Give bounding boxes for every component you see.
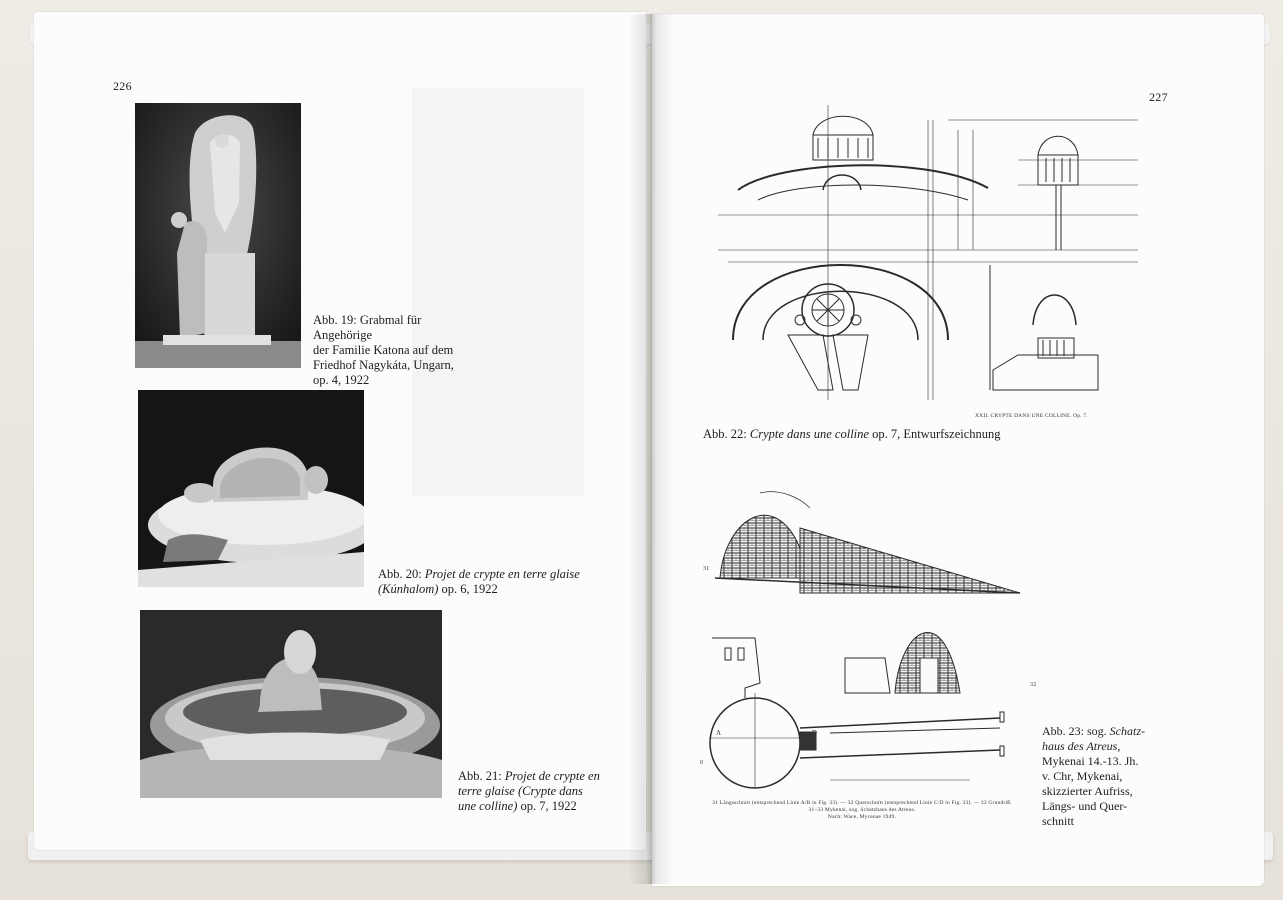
fig23-caption: [1042, 724, 1172, 829]
fig20-photo: [138, 390, 364, 587]
fig21-caption-prefix: Abb. 21:: [458, 769, 505, 783]
fig23-caption-line: Längs- und Quer-: [1042, 799, 1128, 813]
fig23-label-31: 31: [703, 566, 710, 572]
fig23-footnote-line: 31–33 Mykenai, sog. Schatzhaus des Atreus.: [808, 807, 916, 813]
fig22-caption-prefix: Abb. 22:: [703, 427, 750, 441]
fig23-footnote-line: 31 Längsschnitt (entsprechend Linie A/B in Fig. 33). — 32 Querschnitt (entsprechend Linie C/D in Fig. 33). — 33 Grundriß.: [712, 800, 1012, 806]
fig23-caption-line: Mykenai 14.-13. Jh.: [1042, 754, 1139, 768]
fig19-photo: [135, 103, 301, 368]
fig23-caption-title: haus des Atreus,: [1042, 739, 1121, 753]
fig20-caption: [378, 567, 598, 597]
fig23-caption-line: schnitt: [1042, 814, 1074, 828]
fig22-caption-suffix: op. 7, Entwurfszeichnung: [868, 427, 1001, 441]
fig19-caption-line: Abb. 19: Grabmal für Angehörige: [313, 313, 422, 342]
fig23-drawing: [700, 488, 1030, 798]
fig21-caption-title: terre glaise (Crypte dans: [458, 784, 583, 798]
fig21-caption-title: une colline): [458, 799, 518, 813]
fig23-label-0: 0: [700, 760, 704, 766]
fig23-label-a: A: [716, 729, 722, 737]
fig21-photo: [140, 610, 442, 798]
fig19-caption: [313, 313, 473, 388]
fig19-caption-line: der Familie Katona auf dem: [313, 343, 454, 357]
fig19-caption-line: Friedhof Nagykáta, Ungarn,: [313, 358, 454, 372]
fig22-drawing: [718, 100, 1138, 410]
fig23-caption-line: v. Chr, Mykenai,: [1042, 769, 1123, 783]
fig22-caption-title: Crypte dans une colline: [749, 427, 869, 441]
fig23-caption-prefix: Abb. 23: sog.: [1042, 724, 1110, 738]
fig23-label-d: D: [812, 729, 818, 737]
book-gutter: [628, 14, 674, 884]
fig21-caption-suffix: op. 7, 1922: [517, 799, 577, 813]
fig21-caption: [458, 769, 608, 814]
fig20-caption-suffix: op. 6, 1922: [438, 582, 498, 596]
fig19-caption-line: op. 4, 1922: [313, 373, 370, 387]
fig23-footnote-line: Nach: Wace, Mycenae 1949.: [827, 814, 897, 820]
fig22-plate-label: XXII. CRYPTE DANS UNE COLLINE. Op. 7.: [975, 413, 1088, 419]
page-number-left: 226: [113, 79, 132, 93]
fig21-caption-title: Projet de crypte en: [504, 769, 600, 783]
fig23-label-32: 32: [1030, 682, 1037, 688]
fig23-caption-line: skizzierter Aufriss,: [1042, 784, 1133, 798]
fig20-caption-title: (Kúnhalom): [378, 582, 439, 596]
fig20-caption-title: Projet de crypte en terre glaise: [424, 567, 580, 581]
fig22-caption: [703, 427, 1123, 442]
fig23-caption-title: Schatz-: [1109, 724, 1145, 738]
fig20-caption-prefix: Abb. 20:: [378, 567, 425, 581]
page-number-right: 227: [1149, 90, 1168, 104]
show-through-image: [412, 88, 584, 496]
fig23-footnote: [707, 800, 1017, 821]
